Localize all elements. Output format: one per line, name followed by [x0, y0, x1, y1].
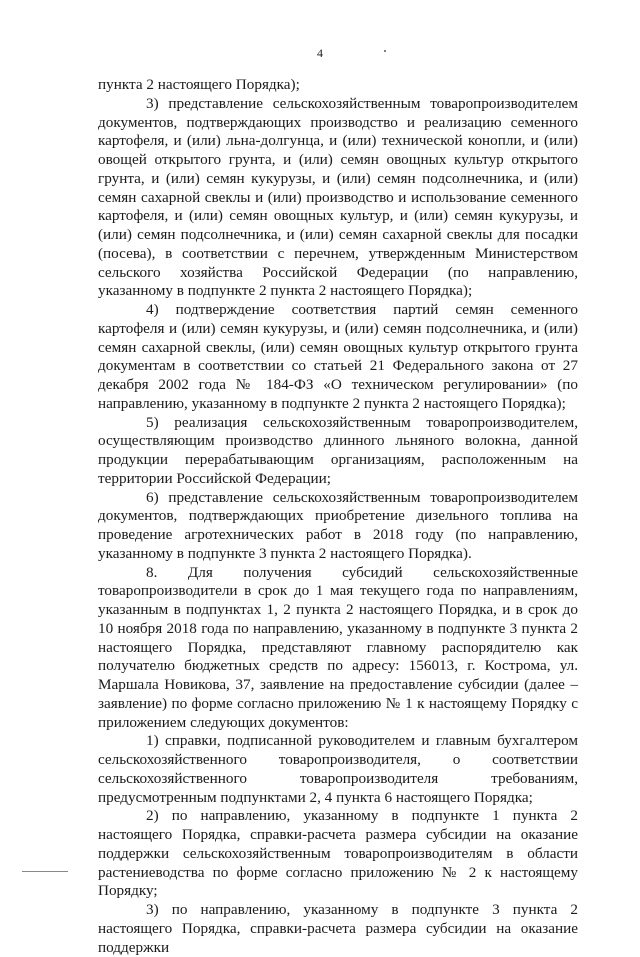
page-number: 4 — [317, 46, 323, 60]
footer-rule — [22, 871, 68, 872]
paragraph-item-5: 5) реализация сельскохозяйственным товаропроизводителем, осуществляющим производство длинного льняного волокна, данной продукции перерабатывающим организациям, расположенным на территории Российской Федерации; — [98, 413, 578, 487]
paragraph-section-8: 8. Для получения субсидий сельскохозяйственные товаропроизводители в срок до 1 мая текущего года по направлениям, указанным в подпунктах 1, 2 пункта 2 настоящего Порядка, и в срок до 10 ноября 2018 года по направлению, указанному в подпункте 3 пункта 2 настоящего Порядка, представляют главному распорядителю как получателю бюджетных средств по адресу: 156013, г. Кострома, ул. Маршала Новикова, 37, заявление на предоставление субсидии (далее – заявление) по форме согласно приложению № 1 к настоящему Порядку с приложением следующих документов: — [98, 563, 578, 731]
paragraph-doc-3: 3) по направлению, указанному в подпункте 3 пункта 2 настоящего Порядка, справки-расчета размера субсидии на оказание поддержки — [98, 901, 578, 956]
scan-dot — [384, 50, 386, 52]
paragraph-doc-2: 2) по направлению, указанному в подпункте 1 пункта 2 настоящего Порядка, справки-расчета размера субсидии на оказание поддержки сельскохозяйственным товаропроизводителям в области растениеводства по форме согласно приложению № 2 к настоящему Порядку; — [98, 807, 578, 900]
paragraph-continuation: пункта 2 настоящего Порядка); — [98, 76, 300, 93]
document-body — [98, 76, 578, 957]
paragraph-item-4: 4) подтверждение соответствия партий семян семенного картофеля и (или) семян кукурузы, и (или) семян подсолнечника, и (или) семян сахарной свеклы, (или) семян овощных культур открытого грунта документам в соответствии со статьей 21 Федерального закона от 27 декабря 2002 года № 184-ФЗ «О техническом регулировании» (по направлению, указанному в подпункте 2 пункта 2 настоящего Порядка); — [98, 301, 578, 412]
paragraph-doc-1: 1) справки, подписанной руководителем и главным бухгалтером сельскохозяйственного товаропроизводителя, о соответствии сельскохозяйственного товаропроизводителя требованиям, предусмотренным подпунктами 2, 4 пункта 6 настоящего Порядка; — [98, 732, 578, 806]
paragraph-item-6: 6) представление сельскохозяйственным товаропроизводителем документов, подтверждающих приобретение дизельного топлива на проведение агротехнических работ в 2018 году (по направлению, указанному в подпункте 3 пункта 2 настоящего Порядка). — [98, 488, 578, 562]
paragraph-item-3: 3) представление сельскохозяйственным товаропроизводителем документов, подтверждающих производство и реализацию семенного картофеля, и (или) льна-долгунца, и (или) технической конопли, и (или) овощей открытого грунта, и (или) семян овощных культур открытого грунта, и (или) семян кукурузы, и (или) семян подсолнечника, и (или) семян сахарной свеклы и (или) производство и использование семенного картофеля, и (или) семян овощных культур, и (или) семян кукурузы, и (или) семян подсолнечника, и (или) семян сахарной свеклы для посадки (посева), в соответствии с перечнем, утвержденным Министерством сельского хозяйства Российской Федерации (по направлению, указанному в подпункте 2 пункта 2 настоящего Порядка); — [98, 94, 578, 300]
